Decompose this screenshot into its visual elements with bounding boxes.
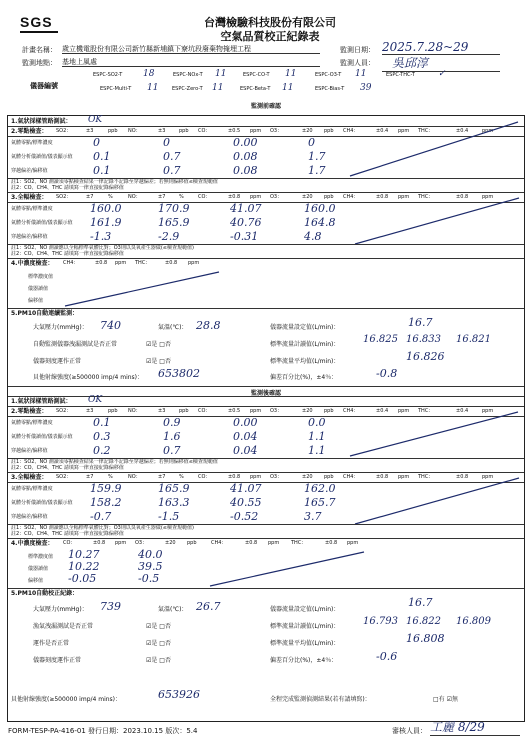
col-ch4: CH4： <box>211 540 227 546</box>
after-span-value: -0.7 <box>90 510 112 523</box>
after-mid-row-label: 標準濃度值 <box>28 554 54 560</box>
col-co: CO： <box>198 194 211 200</box>
strike-through-mark <box>353 196 523 246</box>
instrument-multi-hand: 11 <box>147 83 159 93</box>
before-temp-value: 28.8 <box>196 319 221 332</box>
before-span-row-label: 氣體分析儀讀值/儀表顯示值 <box>11 220 73 226</box>
col-ch4-tol: ±0.8 <box>376 194 389 200</box>
col-ch4-unit: ppm <box>398 408 410 414</box>
col-ch4: CH4： <box>343 474 359 480</box>
after-span-note: 註2：CO、CH4、THC 請填寫一律直接紀錄偏移值 <box>11 531 124 537</box>
before-leak-label: 自動監測儀器洩漏測試是否正常 <box>33 341 118 348</box>
before-zero-note: 註1：SO2、NO 測讀須零點檢查結果一律記錄不記錄至穿越偏差；若無則偏移值≤檢查規範值 <box>11 179 218 185</box>
after-pm-label: 5.PM10自動校正紀錄： <box>11 590 79 597</box>
col-thc-tol: ±0.8 <box>165 260 178 266</box>
col-o3-unit: ppb <box>324 128 334 134</box>
col-co-unit: ppm <box>250 408 262 414</box>
col-so2: SO2： <box>56 408 72 414</box>
col-so2-unit: % <box>108 474 113 480</box>
col-thc-unit: ppm <box>188 260 200 266</box>
reviewer-label: 審核人員： <box>392 727 427 735</box>
after-span-value: 3.7 <box>304 510 322 523</box>
col-o3-unit: ppb <box>324 194 334 200</box>
after-span-value: 163.3 <box>158 496 190 509</box>
instrument-zero: ESPC-Zero-T <box>172 86 203 92</box>
before-leak-value: ☑是 □否 <box>146 341 171 348</box>
after-avg-value: 16.808 <box>406 632 445 645</box>
col-ch4-unit: ppm <box>398 128 410 134</box>
col-co-unit: ppm <box>250 474 262 480</box>
person-value: 吳邱淳 <box>382 54 500 72</box>
before-zero-value: 0 <box>163 136 170 149</box>
before-zero-row-label: 氣體零點/標準濃度 <box>11 140 53 146</box>
col-no-unit: ppb <box>179 408 189 414</box>
instrument-multi: ESPC-Multi-T <box>100 86 132 92</box>
col-thc-unit: ppm <box>482 474 494 480</box>
col-no-unit: % <box>179 474 184 480</box>
strike-through-mark <box>348 408 524 458</box>
instrument-nox: ESPC-NOx-T <box>173 72 203 78</box>
col-thc-unit: ppm <box>347 540 359 546</box>
after-bias-value: -0.6 <box>376 650 398 663</box>
instrument-so2-hand: 18 <box>143 69 155 79</box>
col-o3-unit: ppb <box>324 408 334 414</box>
after-zero-value: 0.04 <box>233 444 258 457</box>
col-o3-tol: ±20 <box>302 408 313 414</box>
before-s1-label: 1.氣狀採樣管路測試： <box>11 118 72 125</box>
before-pressure-label: 大氣壓力(mmHg)： <box>33 324 88 331</box>
logo-underline <box>20 31 58 33</box>
after-leak-label: 漁氣洩漏測試是否正常 <box>33 623 94 630</box>
site-label: 監測地點： <box>22 59 57 67</box>
before-zero-value: 1.7 <box>308 150 326 163</box>
col-so2-tol: ±3 <box>86 128 94 134</box>
after-span-value: 165.7 <box>304 496 336 509</box>
after-zero-value: 0.2 <box>93 444 111 457</box>
after-mid-row-label: 偏移值 <box>28 578 44 584</box>
after-zero-value: 0.7 <box>163 444 181 457</box>
instrument-nox-hand: 11 <box>215 69 227 79</box>
sgs-logo: SGS <box>20 14 53 30</box>
col-co: CO： <box>63 540 76 546</box>
divider <box>8 386 524 387</box>
before-zero-value: 0.08 <box>233 150 258 163</box>
before-span-note: 註1：SO2、NO 測讀應以全幅標準氣體比對；O3則以臭氧產生器做(≤檢查規範值) <box>11 245 194 251</box>
after-s1-value: OK <box>88 395 103 405</box>
after-span-row-label: 穿越偏差/偏移值 <box>11 514 48 520</box>
col-thc-tol: ±0.4 <box>456 408 469 414</box>
before-span-value: -0.31 <box>230 230 259 243</box>
after-pressure-label: 大氣壓力(mmHg)： <box>33 606 88 613</box>
after-operation-value: ☑是 □否 <box>146 640 171 647</box>
col-ch4-unit: ppm <box>115 260 127 266</box>
instrument-thc-hand: ✓ <box>438 69 446 79</box>
before-pm-label: 5.PM10自動連續監測： <box>11 310 79 317</box>
before-beta-label: 貝他射線強度(≥500000 imp/4 mins)： <box>33 374 144 381</box>
after-leak-value: ☑是 □否 <box>146 623 171 630</box>
instrument-co-hand: 11 <box>285 69 297 79</box>
before-span-label: 3.全幅檢查： <box>11 194 48 201</box>
col-so2-unit: % <box>108 194 113 200</box>
before-span-note: 註2：CO、CH4、THC 請填寫一律直接紀錄偏移值 <box>11 251 124 257</box>
col-ch4-tol: ±0.4 <box>376 128 389 134</box>
after-mid-value: 39.5 <box>138 560 163 573</box>
strike-through-mark <box>348 118 524 178</box>
col-so2: SO2： <box>56 194 72 200</box>
col-o3: O3： <box>270 128 283 134</box>
col-no: NO： <box>128 194 141 200</box>
after-zero-value: 1.1 <box>308 444 326 457</box>
col-o3-tol: ±20 <box>165 540 176 546</box>
before-std-flow-3: 16.821 <box>456 334 491 345</box>
col-thc-unit: ppm <box>482 408 494 414</box>
before-zero-label: 2.零點檢查： <box>11 128 48 135</box>
instrument-beta: ESPC-Beta-T <box>240 86 271 92</box>
col-so2-tol: ±7 <box>86 474 94 480</box>
col-co: CO： <box>198 408 211 414</box>
strike-through-mark <box>208 548 368 588</box>
instrument-zero-hand: 11 <box>212 83 224 93</box>
after-zero-note: 註1：SO2、NO 測讀須零點檢查結果一律記錄不記錄至穿越偏差；若無則偏移值≤檢查規範值 <box>11 459 218 465</box>
before-span-value: 41.07 <box>230 202 262 215</box>
col-co-tol: ±0.8 <box>93 540 106 546</box>
before-filter-value: ☑是 □否 <box>146 358 171 365</box>
before-zero-value: 0.00 <box>233 136 258 149</box>
instrument-bias: ESPC-Bias-T <box>315 86 345 92</box>
col-thc-tol: ±0.8 <box>456 474 469 480</box>
date-label: 監測日期： <box>340 46 375 54</box>
after-s1-label: 1.氣狀採樣管路測試： <box>11 398 72 405</box>
after-std-flow-1: 16.793 <box>363 616 398 627</box>
after-beta-label: 貝他射線強度(≥500000 imp/4 mins)： <box>11 696 122 703</box>
before-span-value: 160.0 <box>90 202 122 215</box>
col-ch4-tol: ±0.8 <box>95 260 108 266</box>
instrument-thc: ESPC-THC-T <box>386 72 415 78</box>
after-span-label: 3.全幅檢查： <box>11 474 48 481</box>
after-zero-value: 0.0 <box>308 416 326 429</box>
after-flow-set-label: 儀器流量設定值(L/min)： <box>270 606 340 613</box>
col-so2-unit: ppb <box>108 128 118 134</box>
divider <box>8 308 524 309</box>
before-pressure-value: 740 <box>100 319 121 332</box>
before-zero-value: 0.1 <box>93 164 111 177</box>
col-co-tol: ±0.8 <box>228 474 241 480</box>
instrument-row1 <box>93 69 523 81</box>
before-span-value: 40.76 <box>230 216 262 229</box>
col-co: CO： <box>198 128 211 134</box>
after-mid-label: 4.中濃度檢查： <box>11 540 54 547</box>
after-zero-value: 1.6 <box>163 430 181 443</box>
after-std-flow-2: 16.822 <box>406 616 441 627</box>
company-name: 台灣檢驗科技股份有限公司 <box>204 16 336 29</box>
after-span-note: 註1：SO2、NO 測讀應以全幅標準氣體比對；O3則以臭氧產生器做(≤檢查規範值) <box>11 525 194 531</box>
divider <box>8 406 524 407</box>
instrument-bias-hand: 39 <box>360 83 372 93</box>
before-mid-label: 4.中濃度檢查： <box>11 260 54 267</box>
after-span-value: 41.07 <box>230 482 262 495</box>
col-co-tol: ±0.8 <box>228 194 241 200</box>
before-span-value: 165.9 <box>158 216 190 229</box>
col-co: CO： <box>198 474 211 480</box>
before-zero-row-label: 穿越偏差/偏移值 <box>11 168 48 174</box>
after-mid-value: 10.22 <box>68 560 100 573</box>
person-label: 監測人員： <box>340 59 375 67</box>
instrument-o3-hand: 11 <box>355 69 367 79</box>
col-no-unit: ppb <box>179 128 189 134</box>
after-zero-value: 0.3 <box>93 430 111 443</box>
divider <box>8 472 524 473</box>
after-operation-label: 運作是否正常 <box>33 640 70 647</box>
divider <box>8 192 524 193</box>
col-ch4-tol: ±0.8 <box>245 540 258 546</box>
reviewer-signature: 工麗 8/29 <box>430 718 520 736</box>
after-zero-value: 1.1 <box>308 430 326 443</box>
before-zero-value: 0.7 <box>163 164 181 177</box>
before-zero-row-label: 氣體分析儀讀值/儀表顯示值 <box>11 154 73 160</box>
col-o3: O3： <box>270 408 283 414</box>
before-zero-value: 0.08 <box>233 164 258 177</box>
col-ch4-tol: ±0.8 <box>376 474 389 480</box>
after-final-label: 全程完成監測偵測結果(若有請填寫)： <box>270 696 371 703</box>
col-so2-tol: ±7 <box>86 194 94 200</box>
col-o3-unit: ppb <box>187 540 197 546</box>
before-beta-value: 653802 <box>158 367 200 380</box>
after-mid-value: -0.5 <box>138 572 160 585</box>
col-o3-unit: ppb <box>324 474 334 480</box>
after-span-row-label: 氣體零點/標準濃度 <box>11 486 53 492</box>
instrument-so2: ESPC-SO2-T <box>93 72 123 78</box>
after-beta-value: 653926 <box>158 688 200 701</box>
before-mid-row-label: 儀器讀值 <box>28 286 49 292</box>
after-std-flow-label: 標準流量計讀值(L/min)： <box>270 623 340 630</box>
col-no-tol: ±7 <box>158 194 166 200</box>
col-co-unit: ppm <box>250 194 262 200</box>
before-s1-value: OK <box>88 115 103 125</box>
before-flow-set-value: 16.7 <box>408 316 433 329</box>
after-span-value: 165.9 <box>158 482 190 495</box>
after-span-value: 158.2 <box>90 496 122 509</box>
after-span-value: 162.0 <box>304 482 336 495</box>
col-co-unit: ppm <box>250 128 262 134</box>
col-ch4-unit: ppm <box>268 540 280 546</box>
col-ch4: CH4： <box>343 408 359 414</box>
site-value: 基地上風處 <box>62 59 320 67</box>
before-zero-note: 註2：CO、CH4、THC 請填寫一律直接紀錄偏移值 <box>11 185 124 191</box>
instrument-row2 <box>100 83 530 95</box>
before-zero-value: 0 <box>308 136 315 149</box>
col-o3: O3： <box>270 474 283 480</box>
before-span-row-label: 穿越偏差/偏移值 <box>11 234 48 240</box>
col-ch4: CH4： <box>343 194 359 200</box>
after-flow-set-value: 16.7 <box>408 596 433 609</box>
calibration-sheet <box>7 103 525 722</box>
after-zero-row-label: 氣體分析儀讀值/儀表顯示值 <box>11 434 73 440</box>
instrument-o3: ESPC-O3-T <box>315 72 342 78</box>
form-code: FORM-TESP-PA-416-01 發行日期：2023.10.15 版次：5.4 <box>8 727 198 735</box>
col-ch4: CH4： <box>63 260 79 266</box>
after-span-value: 40.55 <box>230 496 262 509</box>
col-so2-tol: ±3 <box>86 408 94 414</box>
col-o3-tol: ±20 <box>302 474 313 480</box>
after-zero-row-label: 穿越偏差/偏移值 <box>11 448 48 454</box>
col-co-tol: ±0.5 <box>228 128 241 134</box>
strike-through-mark <box>353 476 523 526</box>
col-no: NO： <box>128 408 141 414</box>
col-so2-unit: ppb <box>108 408 118 414</box>
before-span-value: 170.9 <box>158 202 190 215</box>
before-span-value: 4.8 <box>304 230 322 243</box>
after-mid-value: -0.05 <box>68 572 97 585</box>
col-no-unit: % <box>179 194 184 200</box>
col-ch4-unit: ppm <box>398 194 410 200</box>
col-thc: THC： <box>418 128 434 134</box>
before-std-flow-label: 標準流量計讀值(L/min)： <box>270 341 340 348</box>
col-o3: O3： <box>270 194 283 200</box>
after-pressure-value: 739 <box>100 600 121 613</box>
after-mid-header <box>63 540 523 548</box>
instrument-co: ESPC-CO-T <box>243 72 270 78</box>
before-avg-label: 標準流量平均值(L/min)： <box>270 358 340 365</box>
col-thc-tol: ±0.8 <box>456 194 469 200</box>
before-span-value: -1.3 <box>90 230 112 243</box>
after-filter-value: ☑是 □否 <box>146 657 171 664</box>
after-span-value: 159.9 <box>90 482 122 495</box>
after-mid-value: 40.0 <box>138 548 163 561</box>
col-no-tol: ±7 <box>158 474 166 480</box>
instrument-beta-hand: 11 <box>282 83 294 93</box>
after-avg-label: 標準流量平均值(L/min)： <box>270 640 340 647</box>
col-ch4-unit: ppm <box>398 474 410 480</box>
before-span-value: 164.8 <box>304 216 336 229</box>
col-ch4-tol: ±0.4 <box>376 408 389 414</box>
after-span-value: -1.5 <box>158 510 180 523</box>
col-so2: SO2： <box>56 128 72 134</box>
before-span-row-label: 氣體零點/標準濃度 <box>11 206 53 212</box>
after-final-value: □有 ☑無 <box>433 696 458 703</box>
before-filter-label: 儀器刻度運作正常 <box>33 358 82 365</box>
before-std-flow-2: 16.833 <box>406 334 441 345</box>
date-value: 2025.7.28~29 <box>382 40 500 55</box>
col-no: NO： <box>128 474 141 480</box>
after-span-value: -0.52 <box>230 510 259 523</box>
before-bias-label: 偏差百分比(%)，±4％： <box>270 374 338 381</box>
after-zero-value: 0.1 <box>93 416 111 429</box>
col-thc: THC： <box>418 474 434 480</box>
before-flow-set-label: 儀器流量設定值(L/min)： <box>270 324 340 331</box>
col-o3: O3： <box>135 540 148 546</box>
instrument-label: 儀器編號 <box>30 82 58 90</box>
before-span-value: 161.9 <box>90 216 122 229</box>
after-temp-label: 氣溫(℃)： <box>158 606 188 613</box>
col-thc-unit: ppm <box>482 194 494 200</box>
col-thc-tol: ±0.4 <box>456 128 469 134</box>
before-std-flow-1: 16.825 <box>363 334 398 345</box>
col-ch4: CH4： <box>343 128 359 134</box>
after-zero-value: 0.04 <box>233 430 258 443</box>
after-filter-label: 儀器刻度運作正常 <box>33 657 82 664</box>
col-thc: THC： <box>135 260 151 266</box>
form-title: 空氣品質校正紀錄表 <box>220 30 320 43</box>
col-co-tol: ±0.5 <box>228 408 241 414</box>
plan-name: 歲立機電股份有限公司新竹縣新埔鎮下寮坑段廢棄物掩埋工程 <box>62 46 320 54</box>
divider <box>8 258 524 259</box>
col-thc: THC： <box>291 540 307 546</box>
after-span-row-label: 氣體分析儀讀值/儀表顯示值 <box>11 500 73 506</box>
after-section-title: 監測後確認 <box>250 390 281 397</box>
col-thc: THC： <box>418 194 434 200</box>
before-bias-value: -0.8 <box>376 367 398 380</box>
after-mid-row-label: 儀器讀值 <box>28 566 49 572</box>
col-o3-tol: ±20 <box>302 194 313 200</box>
after-zero-row-label: 氣體零點/標準濃度 <box>11 420 53 426</box>
col-no-tol: ±3 <box>158 128 166 134</box>
before-zero-value: 0.7 <box>163 150 181 163</box>
col-no-tol: ±3 <box>158 408 166 414</box>
before-zero-value: 0 <box>93 136 100 149</box>
before-mid-header <box>63 260 223 268</box>
after-zero-value: 0.00 <box>233 416 258 429</box>
col-thc-tol: ±0.8 <box>325 540 338 546</box>
plan-label: 計畫名稱： <box>22 46 57 54</box>
col-thc: THC： <box>418 408 434 414</box>
before-mid-row-label: 偏移值 <box>28 298 44 304</box>
before-span-value: -2.9 <box>158 230 180 243</box>
after-bias-label: 偏差百分比(%)，±4％： <box>270 657 338 664</box>
after-zero-note: 註2：CO、CH4、THC 請填寫一律直接紀錄偏移值 <box>11 465 124 471</box>
col-thc-unit: ppm <box>482 128 494 134</box>
col-co-unit: ppm <box>115 540 127 546</box>
before-section-title: 監測前確認 <box>250 103 281 110</box>
after-zero-value: 0.9 <box>163 416 181 429</box>
strike-through-mark <box>63 268 223 308</box>
before-span-value: 160.0 <box>304 202 336 215</box>
divider <box>8 538 524 539</box>
col-no: NO： <box>128 128 141 134</box>
divider <box>8 588 524 589</box>
after-std-flow-3: 16.809 <box>456 616 491 627</box>
before-temp-label: 氣溫(℃)： <box>158 324 188 331</box>
divider <box>8 396 524 397</box>
before-zero-value: 0.1 <box>93 150 111 163</box>
after-zero-label: 2.零點檢查： <box>11 408 48 415</box>
before-mid-row-label: 標準濃度值 <box>28 274 54 280</box>
after-temp-value: 26.7 <box>196 600 221 613</box>
col-o3-tol: ±20 <box>302 128 313 134</box>
col-so2: SO2： <box>56 474 72 480</box>
after-mid-value: 10.27 <box>68 548 100 561</box>
before-zero-value: 1.7 <box>308 164 326 177</box>
before-avg-value: 16.826 <box>406 350 445 363</box>
